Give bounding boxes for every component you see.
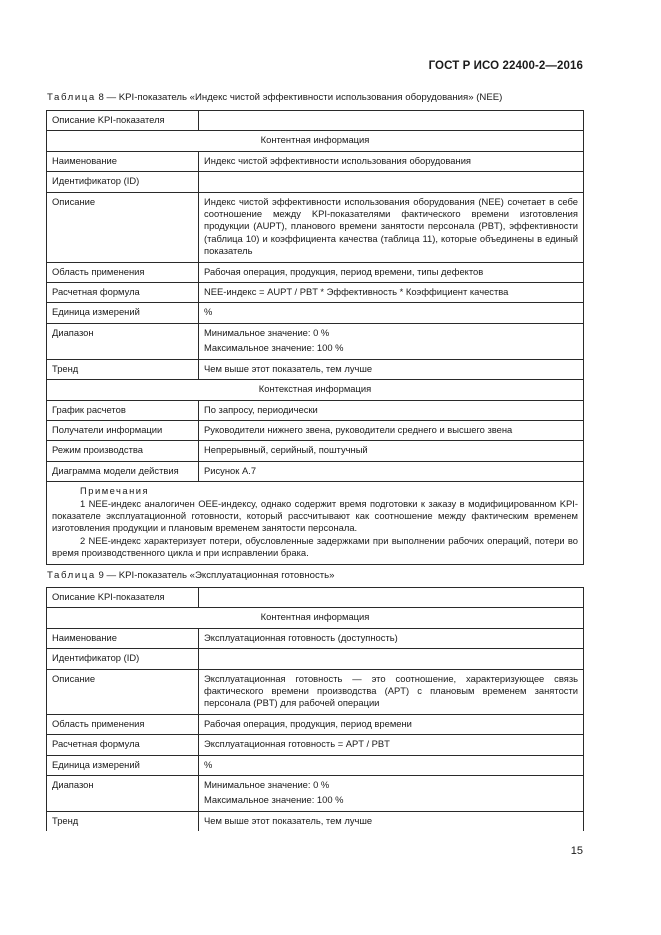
range-label: Диапазон (47, 323, 199, 359)
scope-label: Область применения (47, 262, 199, 282)
diagram-value: Рисунок А.7 (199, 461, 584, 481)
content-section-header: Контентная информация (47, 608, 584, 628)
caption-text: 8 — KPI-показатель «Индекс чистой эффективности использования оборудования» (NEE) (95, 92, 503, 103)
notes-cell (47, 482, 584, 564)
trend-label: Тренд (47, 359, 199, 379)
table-row (47, 323, 584, 359)
table-row (47, 262, 584, 282)
range-max: Максимальное значение: 100 % (204, 794, 344, 806)
trend-value: Чем выше этот показатель, тем лучше (199, 359, 584, 379)
table-row (47, 359, 584, 379)
formula-label: Расчетная формула (47, 283, 199, 303)
description-value: Эксплуатационная готовность — это соотношение, характеризующее связь фактического времени производства (APT) с плановым временем занятости персонала (PBT) для рабочей операции (199, 669, 584, 714)
table-row (47, 811, 584, 831)
id-label: Идентификатор (ID) (47, 172, 199, 192)
table-row (47, 776, 584, 812)
kpi-description-label: Описание KPI-показателя (47, 588, 199, 608)
page-number: 15 (570, 845, 583, 857)
id-label: Идентификатор (ID) (47, 649, 199, 669)
range-max: Максимальное значение: 100 % (204, 342, 344, 354)
note-1: 1 NEE-индекс аналогичен OEE-индексу, однако содержит время подготовки к заказу в модифицированном KPI-показателе эксплуатационной готовности, который рассчитывают как соотношение между фактическим временем изготовления продукции и плановым временем занятости персонала. (52, 497, 578, 534)
description-label: Описание (47, 192, 199, 262)
unit-value: % (199, 303, 584, 323)
table-row (47, 669, 584, 714)
recipients-value: Руководители нижнего звена, руководители среднего и высшего звена (199, 420, 584, 440)
table-9 (46, 587, 584, 831)
context-section-header: Контекстная информация (47, 380, 584, 400)
kpi-description-value (199, 111, 584, 131)
table-row (47, 482, 584, 564)
recipients-label: Получатели информации (47, 420, 199, 440)
table-row (47, 131, 584, 151)
table-row (47, 420, 584, 440)
formula-label: Расчетная формула (47, 735, 199, 755)
name-value: Индекс чистой эффективности использования оборудования (199, 151, 584, 171)
range-label: Диапазон (47, 776, 199, 812)
mode-label: Режим производства (47, 441, 199, 461)
table-row (47, 441, 584, 461)
name-label: Наименование (47, 628, 199, 648)
table-row (47, 283, 584, 303)
caption-prefix: Таблица (47, 570, 96, 581)
document-header: ГОСТ Р ИСО 22400-2—2016 (428, 60, 583, 72)
table-row (47, 628, 584, 648)
description-value: Индекс чистой эффективности использования оборудования (NEE) сочетает в себе соотношение между KPI-показателями фактического времени изготовления продукции (AUPT), планового времени занятости персонала (PBT), эффективности (таблица 10) и коэффициента качества (таблица 11), которые объединены в единый показатель (199, 192, 584, 262)
table-row (47, 400, 584, 420)
range-value (199, 323, 584, 359)
mode-value: Непрерывный, серийный, поштучный (199, 441, 584, 461)
formula-value: NEE-индекс = AUPT / PBT * Эффективность * Коэффициент качества (199, 283, 584, 303)
table-8 (46, 110, 584, 565)
formula-value: Эксплуатационная готовность = APT / PBT (199, 735, 584, 755)
table-row (47, 755, 584, 775)
trend-value: Чем выше этот показатель, тем лучше (199, 811, 584, 831)
range-min: Минимальное значение: 0 % (204, 326, 330, 338)
table-row (47, 380, 584, 400)
id-value (199, 649, 584, 669)
table-9-caption (47, 570, 335, 581)
schedule-label: График расчетов (47, 400, 199, 420)
unit-value: % (199, 755, 584, 775)
table-row (47, 461, 584, 481)
table-8-caption (47, 92, 502, 103)
table-row (47, 714, 584, 734)
table-row (47, 111, 584, 131)
range-value (199, 776, 584, 812)
description-label: Описание (47, 669, 199, 714)
unit-label: Единица измерений (47, 755, 199, 775)
table-row (47, 192, 584, 262)
table-row (47, 649, 584, 669)
notes-title: Примечания (80, 485, 150, 497)
name-value: Эксплуатационная готовность (доступность) (199, 628, 584, 648)
unit-label: Единица измерений (47, 303, 199, 323)
scope-value: Рабочая операция, продукция, период времени, типы дефектов (199, 262, 584, 282)
table-row (47, 151, 584, 171)
kpi-description-value (199, 588, 584, 608)
name-label: Наименование (47, 151, 199, 171)
table-row (47, 172, 584, 192)
diagram-label: Диаграмма модели действия (47, 461, 199, 481)
kpi-description-label: Описание KPI-показателя (47, 111, 199, 131)
schedule-value: По запросу, периодически (199, 400, 584, 420)
scope-label: Область применения (47, 714, 199, 734)
id-value (199, 172, 584, 192)
scope-value: Рабочая операция, продукция, период времени (199, 714, 584, 734)
trend-label: Тренд (47, 811, 199, 831)
content-section-header: Контентная информация (47, 131, 584, 151)
table-row (47, 588, 584, 608)
table-row (47, 303, 584, 323)
table-row (47, 608, 584, 628)
caption-text: 9 — KPI-показатель «Эксплуатационная готовность» (95, 570, 335, 581)
note-2: 2 NEE-индекс характеризует потери, обусловленные задержками при выполнении рабочих операций, потери во время производственного цикла и при исправлении брака. (52, 534, 578, 559)
caption-prefix: Таблица (47, 92, 96, 103)
table-row (47, 735, 584, 755)
range-min: Минимальное значение: 0 % (204, 779, 330, 791)
